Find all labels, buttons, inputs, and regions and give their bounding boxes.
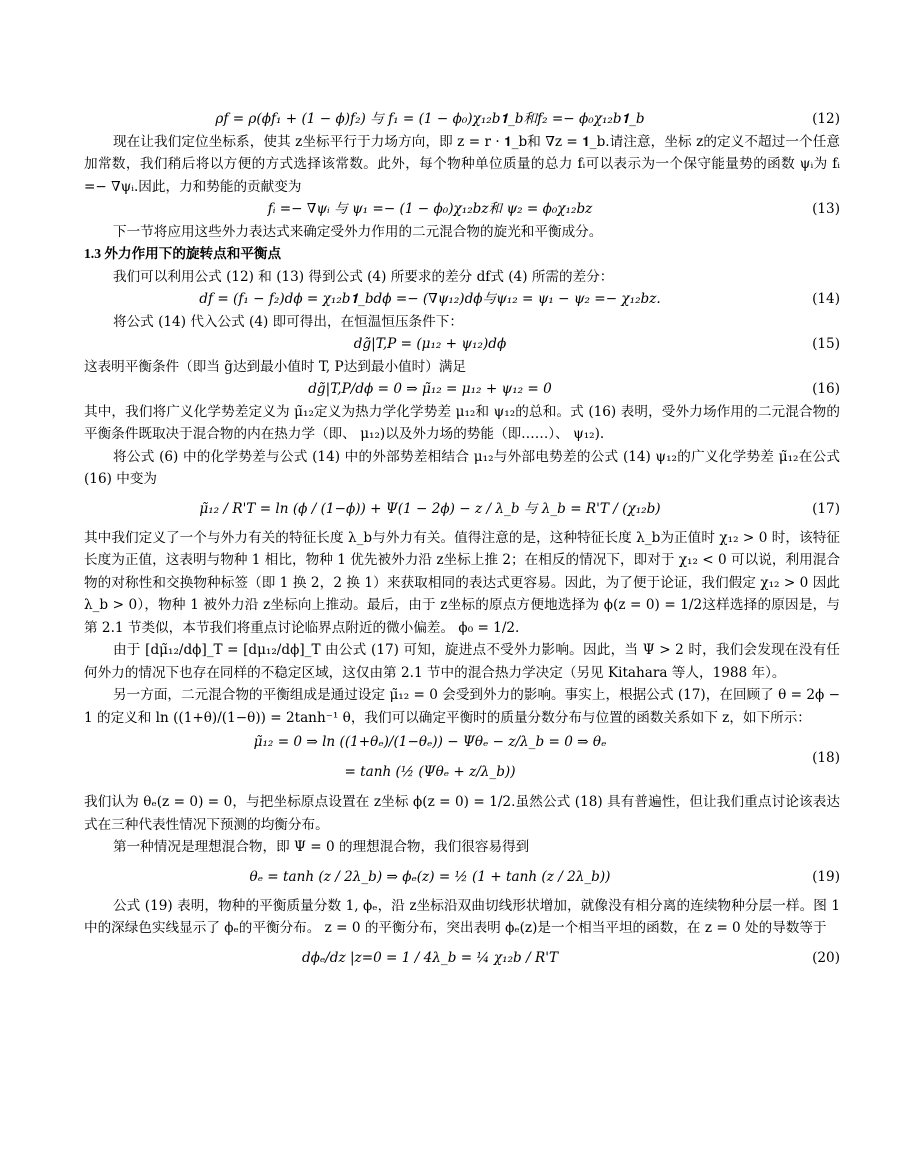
equation-line-2: = tanh (½ (Ψθₑ + z/λ_b)): [344, 764, 516, 780]
paragraph: 公式 (19) 表明，物种的平衡质量分数 1, ϕₑ，沿 z坐标沿双曲切线形状增加，就像没有相分离的连续物种分层一样。图 1 中的深绿色实线显示了 ϕₑ的平衡分布。 z = 0 的平衡分布，突出表明 ϕₑ(z)是一个相当平坦的函数，在 z = 0 处的导数等于: [84, 897, 840, 936]
equation-number: (14): [812, 291, 840, 307]
paragraph: 这表明平衡条件（即当 g̃达到最小值时 T, P达到最小值时）满足: [84, 358, 467, 375]
equation-body: dg̃|T,P/dϕ = 0 ⇒ μ̃₁₂ = μ₁₂ + ψ₁₂ = 0: [308, 381, 552, 397]
equation-body: μ̃₁₂ / R'T = ln (ϕ / (1−ϕ)) + Ψ(1 − 2ϕ) − z / λ_b 与 λ_b = R'T / (χ₁₂b): [199, 500, 661, 517]
equation-13: [84, 198, 840, 221]
equation-line-1: μ̃₁₂ = 0 ⇒ ln ((1+θₑ)/(1−θₑ)) − Ψθₑ − z/λ_b = 0 ⇒ θₑ: [253, 734, 607, 750]
paragraph: 我们认为 θₑ(z = 0) = 0，与把坐标原点设置在 z坐标 ϕ(z = 0) = 1/2.虽然公式 (18) 具有普遍性，但让我们重点讨论该表达式在三种代表性情况下预测的均衡分布。: [84, 794, 840, 833]
equation-body: θₑ = tanh (z / 2λ_b) ⇒ ϕₑ(z) = ½ (1 + tanh (z / 2λ_b)): [249, 868, 611, 885]
equation-body: ρf = ρ(ϕf₁ + (1 − ϕ)f₂) 与 f₁ = (1 − ϕ₀)χ₁₂b𝟏_b和f₂ =− ϕ₀χ₁₂b𝟏_b: [215, 111, 645, 127]
paragraph: 下一节将应用这些外力表达式来确定受外力作用的二元混合物的旋光和平衡成分。: [113, 223, 603, 240]
equation-number: (15): [812, 336, 840, 352]
equation-18: [84, 729, 840, 791]
paragraph: 其中，我们将广义化学势差定义为 μ̃₁₂定义为热力学化学势差 μ₁₂和 ψ₁₂的总和。式 (16) 表明，受外力场作用的二元混合物的平衡条件既取决于混合物的内在热力学（即、 μ₁₂)以及外力场的势能（即……）、 ψ₁₂).: [84, 403, 840, 442]
equation-number: (16): [812, 381, 840, 397]
paragraph: 第一种情况是理想混合物，即 Ψ = 0 的理想混合物，我们很容易得到: [113, 839, 530, 855]
paragraph: 另一方面，二元混合物的平衡组成是通过设定 μ̃₁₂ = 0 会受到外力的影响。事实上，根据公式 (17)，在回顾了 θ = 2ϕ − 1 的定义和 ln ((1+θ)/(1−θ)) = 2tanh⁻¹ θ，我们可以确定平衡时的质量分数分布与位置的函数关系如下 z，如下所示：: [84, 687, 840, 726]
paragraph: 将公式 (14) 代入公式 (4) 即可得出，在恒温恒压条件下：: [113, 313, 463, 330]
paragraph: 我们可以利用公式 (12) 和 (13) 得到公式 (4) 所要求的差分 df式 (4) 所需的差分：: [113, 268, 614, 285]
equation-number: (19): [812, 868, 840, 885]
equation-number: (17): [812, 500, 840, 517]
equation-12: [84, 108, 840, 131]
equation-14: [84, 288, 840, 311]
equation-body: dϕₑ/dz |z=0 = 1 / 4λ_b = ¼ χ₁₂b / R'T: [301, 949, 559, 966]
equation-body: dg̃|T,P = (μ₁₂ + ψ₁₂)dϕ: [353, 336, 507, 352]
equation-17: [84, 491, 840, 527]
paragraph: 将公式 (6) 中的化学势差与公式 (14) 中的外部势差相结合 μ₁₂与外部电势差的公式 (14) ψ₁₂的广义化学势差 μ̃₁₂在公式 (16) 中变为: [84, 448, 840, 487]
equation-15: [84, 333, 840, 356]
equation-16: [84, 378, 840, 401]
paragraph: 由于 [dμ̃₁₂/dϕ]_T = [dμ₁₂/dϕ]_T 由公式 (17) 可知，旋进点不受外力影响。因此，当 Ψ > 2 时，我们会发现在没有任何外力的情况下也存在同样的不稳定区域，这仅由第 2.1 节中的混合热力学决定（另见 Kitahara 等人，1988 年）。: [84, 642, 840, 681]
paragraph: 其中我们定义了一个与外力有关的特征长度 λ_b与外力有关。值得注意的是，这种特征长度 λ_b为正值时 χ₁₂ > 0 时，该特征长度为正值，这表明与物种 1 相比，物种 1 优先被外力沿 z坐标上推 2；在相反的情况下，即对于 χ₁₂ < 0 可以说，利用混合物的对称性和交换物种标签（即 1 换 2，2 换 1）来获取相同的表达式更容易。因此，为了便于论证，我们假定 χ₁₂ > 0 因此 λ_b > 0），物种 1 被外力沿 z坐标向上推动。最后，由于 z坐标的原点方便地选择为 ϕ(z = 0) = 1/2这样选择的原因是，与第 2.1 节类似，本节我们将重点讨论临界点附近的微小偏差。 ϕ₀ = 1/2.: [84, 529, 840, 636]
paragraph: 现在让我们定位坐标系，使其 z坐标平行于力场方向，即 z = r · 𝟏_b和 ∇z = 𝟏_b.请注意，坐标 z的定义不超过一个任意加常数，我们稍后将以方便的方式选择该常数。此外，每个物种单位质量的总力 fᵢ可以表示为一个保守能量势的函数 ψᵢ为 fᵢ =− ∇ψᵢ.因此，力和势能的贡献变为: [84, 133, 840, 195]
equation-number: (12): [812, 111, 840, 127]
equation-number: (20): [812, 949, 840, 966]
equation-19: [84, 859, 840, 895]
paper-page: [84, 108, 840, 976]
section-heading: 1.3 外力作用下的旋转点和平衡点: [84, 246, 282, 261]
equation-body: fᵢ =− ∇ψᵢ 与 ψ₁ =− (1 − ϕ₀)χ₁₂bz和 ψ₂ = ϕ₀χ₁₂bz: [267, 201, 593, 217]
equation-body: df = (f₁ − f₂)dϕ = χ₁₂b𝟏_bdϕ =− (∇ψ₁₂)dϕ与ψ₁₂ = ψ₁ − ψ₂ =− χ₁₂bz.: [199, 291, 661, 307]
equation-number: (13): [812, 201, 840, 217]
equation-number: (18): [812, 750, 840, 766]
equation-20: [84, 940, 840, 976]
